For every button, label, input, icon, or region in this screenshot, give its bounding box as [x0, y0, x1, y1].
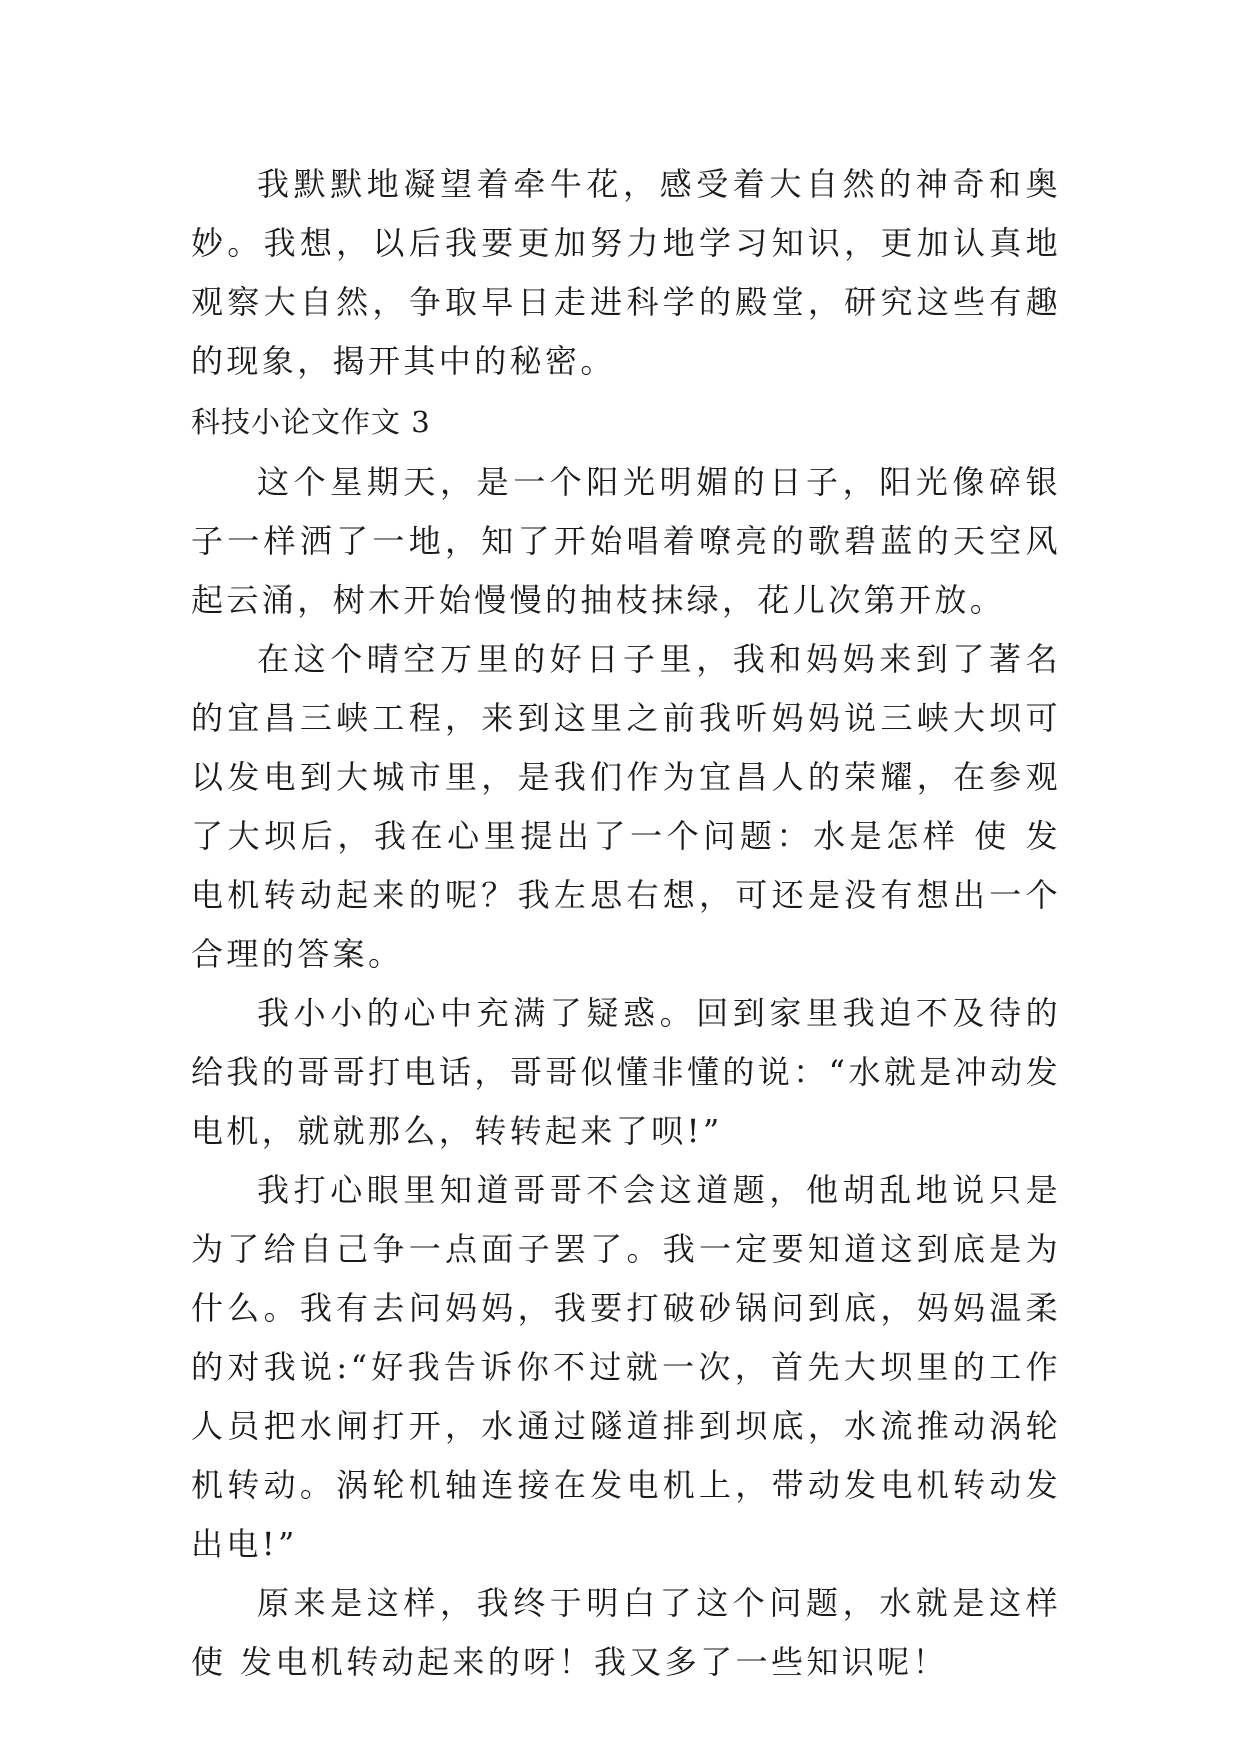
section-title: 科技小论文作文 3	[191, 405, 431, 439]
paragraph-4: 我打心眼里知道哥哥不会这道题，他胡乱地说只是为了给自己争一点面子罢了。我一定要知道这到底是为什么。我有去问妈妈，我要打破砂锅问到底，妈妈温柔的对我说:“好我告诉你不过就一次，首先大坝里的工作人员把水闸打开，水通过隧道排到坝底，水流推动涡轮机转动。涡轮机轴连接在发电机上，带动发电机转动发出电!”	[191, 1171, 1061, 1563]
paragraph-1: 这个星期天，是一个阳光明媚的日子，阳光像碎银子一样洒了一地，知了开始唱着嘹亮的歌碧蓝的天空风起云涌，树木开始慢慢的抽枝抹绿，花儿次第开放。	[191, 463, 1061, 619]
paragraph-2: 在这个晴空万里的好日子里，我和妈妈来到了著名的宜昌三峡工程，来到这里之前我听妈妈说三峡大坝可以发电到大城市里，是我们作为宜昌人的荣耀，在参观了大坝后，我在心里提出了一个问题：水是怎样 使 发电机转动起来的呢？我左思右想，可还是没有想出一个合理的答案。	[191, 640, 1061, 973]
intro-paragraph: 我默默地凝望着牵牛花，感受着大自然的神奇和奥妙。我想，以后我要更加努力地学习知识，更加认真地观察大自然，争取早日走进科学的殿堂，研究这些有趣的现象，揭开其中的秘密。	[191, 165, 1061, 380]
paragraph-3: 我小小的心中充满了疑惑。回到家里我迫不及待的给我的哥哥打电话，哥哥似懂非懂的说：“水就是冲动发电机，就就那么，转转起来了呗!”	[191, 994, 1061, 1150]
document-body	[191, 155, 1061, 1692]
paragraph-5: 原来是这样，我终于明白了这个问题，水就是这样 使 发电机转动起来的呀！我又多了一些知识呢！	[191, 1584, 1061, 1681]
